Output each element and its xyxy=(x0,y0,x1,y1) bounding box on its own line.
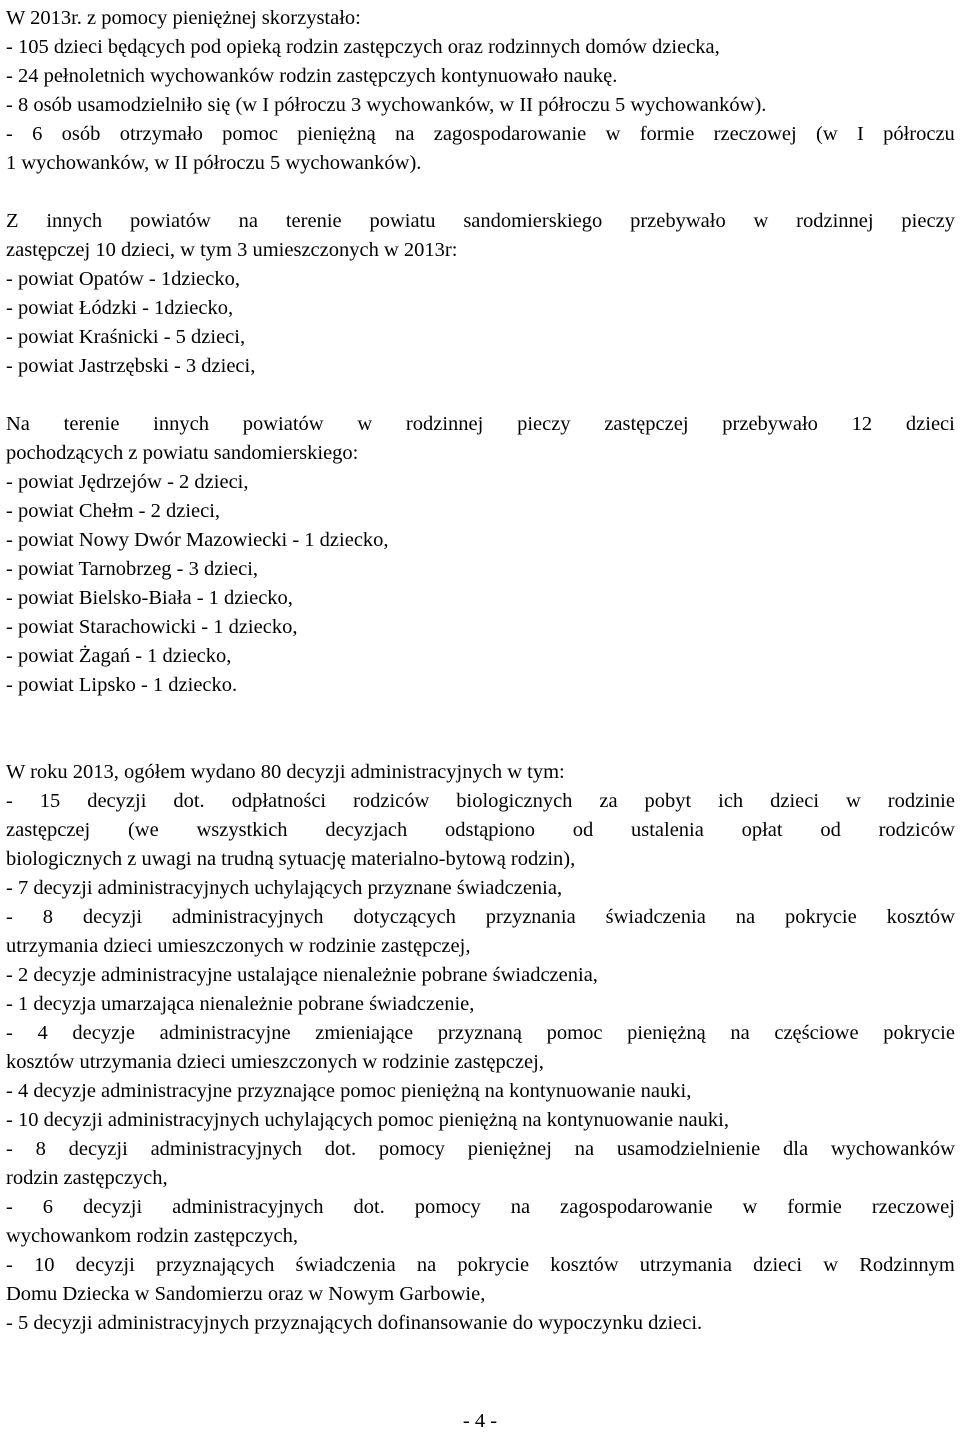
paragraph-line: W 2013r. z pomocy pieniężnej skorzystało: xyxy=(6,7,361,29)
list-item xyxy=(6,1135,955,1164)
word: pieniężną xyxy=(627,1022,706,1044)
word: powiatów xyxy=(129,210,211,232)
word: rodzinnej xyxy=(796,210,874,232)
list-item-continuation: rodzin zastępczych, xyxy=(6,1167,168,1189)
word: dzieci xyxy=(753,1254,803,1276)
word: rzeczowej xyxy=(713,123,797,145)
paragraph-line xyxy=(6,207,955,236)
list-item xyxy=(6,1251,955,1280)
list-item: - powiat Opatów - 1dziecko, xyxy=(6,268,240,290)
word: utrzymania xyxy=(639,1254,732,1276)
word: za xyxy=(599,790,618,812)
word: przebywało xyxy=(722,413,818,435)
page-number: - 4 - xyxy=(462,1410,498,1432)
word: w xyxy=(742,1196,758,1218)
word: decyzjach xyxy=(325,819,408,841)
section-children-in-other-counties xyxy=(6,410,955,700)
word: 6 xyxy=(42,1196,54,1218)
word: dot. xyxy=(324,1138,357,1160)
word: usamodzielnienie xyxy=(616,1138,761,1160)
list-item: - 5 decyzji administracyjnych przyznających dofinansowanie do wypoczynku dzieci. xyxy=(6,1312,703,1334)
word: administracyjnych xyxy=(172,906,324,928)
word: na xyxy=(510,1196,531,1218)
word: Rodzinnym xyxy=(859,1254,955,1276)
word: - xyxy=(6,1138,13,1160)
list-item: - 10 decyzji administracyjnych uchylających pomoc pieniężną na kontynuowanie nauki, xyxy=(6,1109,729,1131)
word: dotyczących xyxy=(353,906,456,928)
word: dzieci xyxy=(905,413,955,435)
word: dzieci xyxy=(770,790,820,812)
word: wychowanków xyxy=(830,1138,955,1160)
word: 12 xyxy=(851,413,873,435)
word: decyzji xyxy=(82,1196,143,1218)
list-item-continuation: kosztów utrzymania dzieci umieszczonych w rodzinie zastępczej, xyxy=(6,1051,544,1073)
word: - xyxy=(6,1254,13,1276)
list-item-continuation: utrzymania dzieci umieszczonych w rodzinie zastępczej, xyxy=(6,935,471,957)
word: decyzji xyxy=(68,1138,128,1160)
paragraph-line: zastępczej 10 dzieci, w tym 3 umieszczonych w 2013r: xyxy=(6,239,458,261)
word: otrzymało xyxy=(119,123,203,145)
word: - xyxy=(6,123,13,145)
word: terenie xyxy=(285,210,342,232)
word: przyznających xyxy=(156,1254,275,1276)
list-item: - powiat Lipsko - 1 dziecko. xyxy=(6,674,238,696)
word: częściowe xyxy=(774,1022,859,1044)
word: Na xyxy=(6,413,30,435)
word: rodziców xyxy=(353,790,430,812)
list-item xyxy=(6,1193,955,1222)
word: na xyxy=(574,1138,595,1160)
list-item-continuation: wychowankom rodzin zastępczych, xyxy=(6,1225,299,1247)
word: (w xyxy=(816,123,838,145)
word: terenie xyxy=(63,413,120,435)
word: 10 xyxy=(33,1254,55,1276)
word: dot. xyxy=(173,790,205,812)
word: pomocy xyxy=(378,1138,445,1160)
list-item xyxy=(6,120,955,149)
list-item xyxy=(6,1019,955,1048)
list-item: - powiat Tarnobrzeg - 3 dzieci, xyxy=(6,558,259,580)
word: rodzinnej xyxy=(405,413,484,435)
word: dot. xyxy=(353,1196,385,1218)
list-item: - powiat Jastrzębski - 3 dzieci, xyxy=(6,355,256,377)
word: pieczy xyxy=(901,210,955,232)
word: powiatów xyxy=(242,413,324,435)
word: w xyxy=(823,1254,839,1276)
word: administracyjnych xyxy=(150,1138,303,1160)
section-administrative-decisions xyxy=(6,758,955,1338)
word: 15 xyxy=(39,790,61,812)
word: wszystkich xyxy=(196,819,288,841)
word: na xyxy=(238,210,259,232)
word: zmieniające xyxy=(315,1022,414,1044)
word: formie xyxy=(787,1196,842,1218)
word: decyzje xyxy=(72,1022,135,1044)
list-item-continuation: Domu Dziecka w Sandomierzu oraz w Nowym Garbowie, xyxy=(6,1283,486,1305)
word: sandomierskiego xyxy=(463,210,603,232)
paragraph-line: W roku 2013, ogółem wydano 80 decyzji administracyjnych w tym: xyxy=(6,761,565,783)
word: na xyxy=(730,1022,750,1044)
word: kosztów xyxy=(550,1254,619,1276)
word: przyznania xyxy=(485,906,576,928)
word: zagospodarowanie xyxy=(560,1196,713,1218)
word: ustalenia xyxy=(630,819,704,841)
word: świadczenia xyxy=(295,1254,396,1276)
list-item: - powiat Chełm - 2 dzieci, xyxy=(6,500,221,522)
paragraph-line: pochodzących z powiatu sandomierskiego: xyxy=(6,442,359,464)
list-item: - powiat Jędrzejów - 2 dzieci, xyxy=(6,471,249,493)
word: przebywało xyxy=(630,210,726,232)
list-item: - 8 osób usamodzielniło się (w I półroczu 3 wychowanków, w II półroczu 5 wychowanków). xyxy=(6,94,767,116)
list-item: - 1 decyzja umarzająca nienależnie pobrane świadczenie, xyxy=(6,993,475,1015)
section-financial-aid xyxy=(6,4,955,178)
word: decyzji xyxy=(87,790,147,812)
list-item-continuation: 1 wychowanków, w II półroczu 5 wychowanków). xyxy=(6,152,422,174)
word: pokrycie xyxy=(457,1254,530,1276)
word: - xyxy=(6,1196,13,1218)
word: dla xyxy=(783,1138,809,1160)
word: od xyxy=(820,819,841,841)
word: ich xyxy=(718,790,744,812)
word: od xyxy=(572,819,594,841)
word: 6 xyxy=(32,123,43,145)
word: decyzji xyxy=(82,906,143,928)
word: na xyxy=(395,123,415,145)
word: 8 xyxy=(42,906,53,928)
section-children-from-other-counties xyxy=(6,207,955,381)
list-item: - powiat Łódzki - 1dziecko, xyxy=(6,297,234,319)
word: w xyxy=(357,413,373,435)
list-item: - powiat Żagań - 1 dziecko, xyxy=(6,645,232,667)
list-item: - powiat Nowy Dwór Mazowiecki - 1 dziecko, xyxy=(6,529,389,551)
word: rodzinie xyxy=(887,790,955,812)
word: decyzji xyxy=(75,1254,135,1276)
list-item-continuation xyxy=(6,816,955,845)
list-item: - powiat Bielsko-Biała - 1 dziecko, xyxy=(6,587,293,609)
list-item xyxy=(6,903,955,932)
document-page xyxy=(6,4,955,1338)
word: na xyxy=(735,906,756,928)
word: kosztów xyxy=(886,906,955,928)
list-item xyxy=(6,787,955,816)
list-item: - 24 pełnoletnich wychowanków rodzin zastępczych kontynuowało naukę. xyxy=(6,65,618,87)
list-item: - 105 dzieci będących pod opieką rodzin zastępczych oraz rodzinnych domów dziecka, xyxy=(6,36,720,58)
word: przyznaną xyxy=(437,1022,523,1044)
word: odstąpiono xyxy=(445,819,535,841)
word: I xyxy=(856,123,864,145)
word: 4 xyxy=(37,1022,48,1044)
word: - xyxy=(6,790,13,812)
word: Z xyxy=(6,210,19,232)
list-item: - 2 decyzje administracyjne ustalające nienależnie pobrane świadczenia, xyxy=(6,964,598,986)
word: w xyxy=(753,210,769,232)
word: formie xyxy=(639,123,695,145)
word: pomoc xyxy=(222,123,278,145)
word: pomocy xyxy=(414,1196,481,1218)
list-item: - 4 decyzje administracyjne przyznające pomoc pieniężną na kontynuowanie nauki, xyxy=(6,1080,692,1102)
word: administracyjne xyxy=(159,1022,291,1044)
list-item: - 7 decyzji administracyjnych uchylających przyznane świadczenia, xyxy=(6,877,563,899)
word: biologicznych xyxy=(456,790,573,812)
word: w xyxy=(605,123,621,145)
word: pomoc xyxy=(546,1022,603,1044)
word: powiatu xyxy=(369,210,436,232)
word: pokrycie xyxy=(883,1022,955,1044)
word: - xyxy=(6,906,13,928)
word: - xyxy=(6,1022,13,1044)
word: na xyxy=(416,1254,437,1276)
word: świadczenia xyxy=(605,906,706,928)
word: (we xyxy=(127,819,159,841)
word: 8 xyxy=(35,1138,46,1160)
word: osób xyxy=(61,123,101,145)
word: pobyt xyxy=(644,790,692,812)
list-item: - powiat Kraśnicki - 5 dzieci, xyxy=(6,326,246,348)
list-item: - powiat Starachowicki - 1 dziecko, xyxy=(6,616,298,638)
word: pieniężną xyxy=(297,123,376,145)
word: zagospodarowanie xyxy=(433,123,587,145)
word: w xyxy=(846,790,861,812)
word: rzeczowej xyxy=(871,1196,955,1218)
word: innych xyxy=(153,413,209,435)
word: innych xyxy=(46,210,103,232)
word: pieczy xyxy=(517,413,571,435)
word: odpłatności xyxy=(231,790,327,812)
word: półroczu xyxy=(883,123,955,145)
paragraph-line xyxy=(6,410,955,439)
word: pokrycie xyxy=(785,906,857,928)
word: rodziców xyxy=(878,819,955,841)
word: zastępczej xyxy=(604,413,689,435)
word: administracyjnych xyxy=(172,1196,324,1218)
list-item-continuation: biologicznych z uwagi na trudną sytuację materialno-bytową rodzin), xyxy=(6,848,576,870)
word: pieniężnej xyxy=(467,1138,552,1160)
word: zastępczej xyxy=(6,819,91,841)
word: opłat xyxy=(741,819,783,841)
